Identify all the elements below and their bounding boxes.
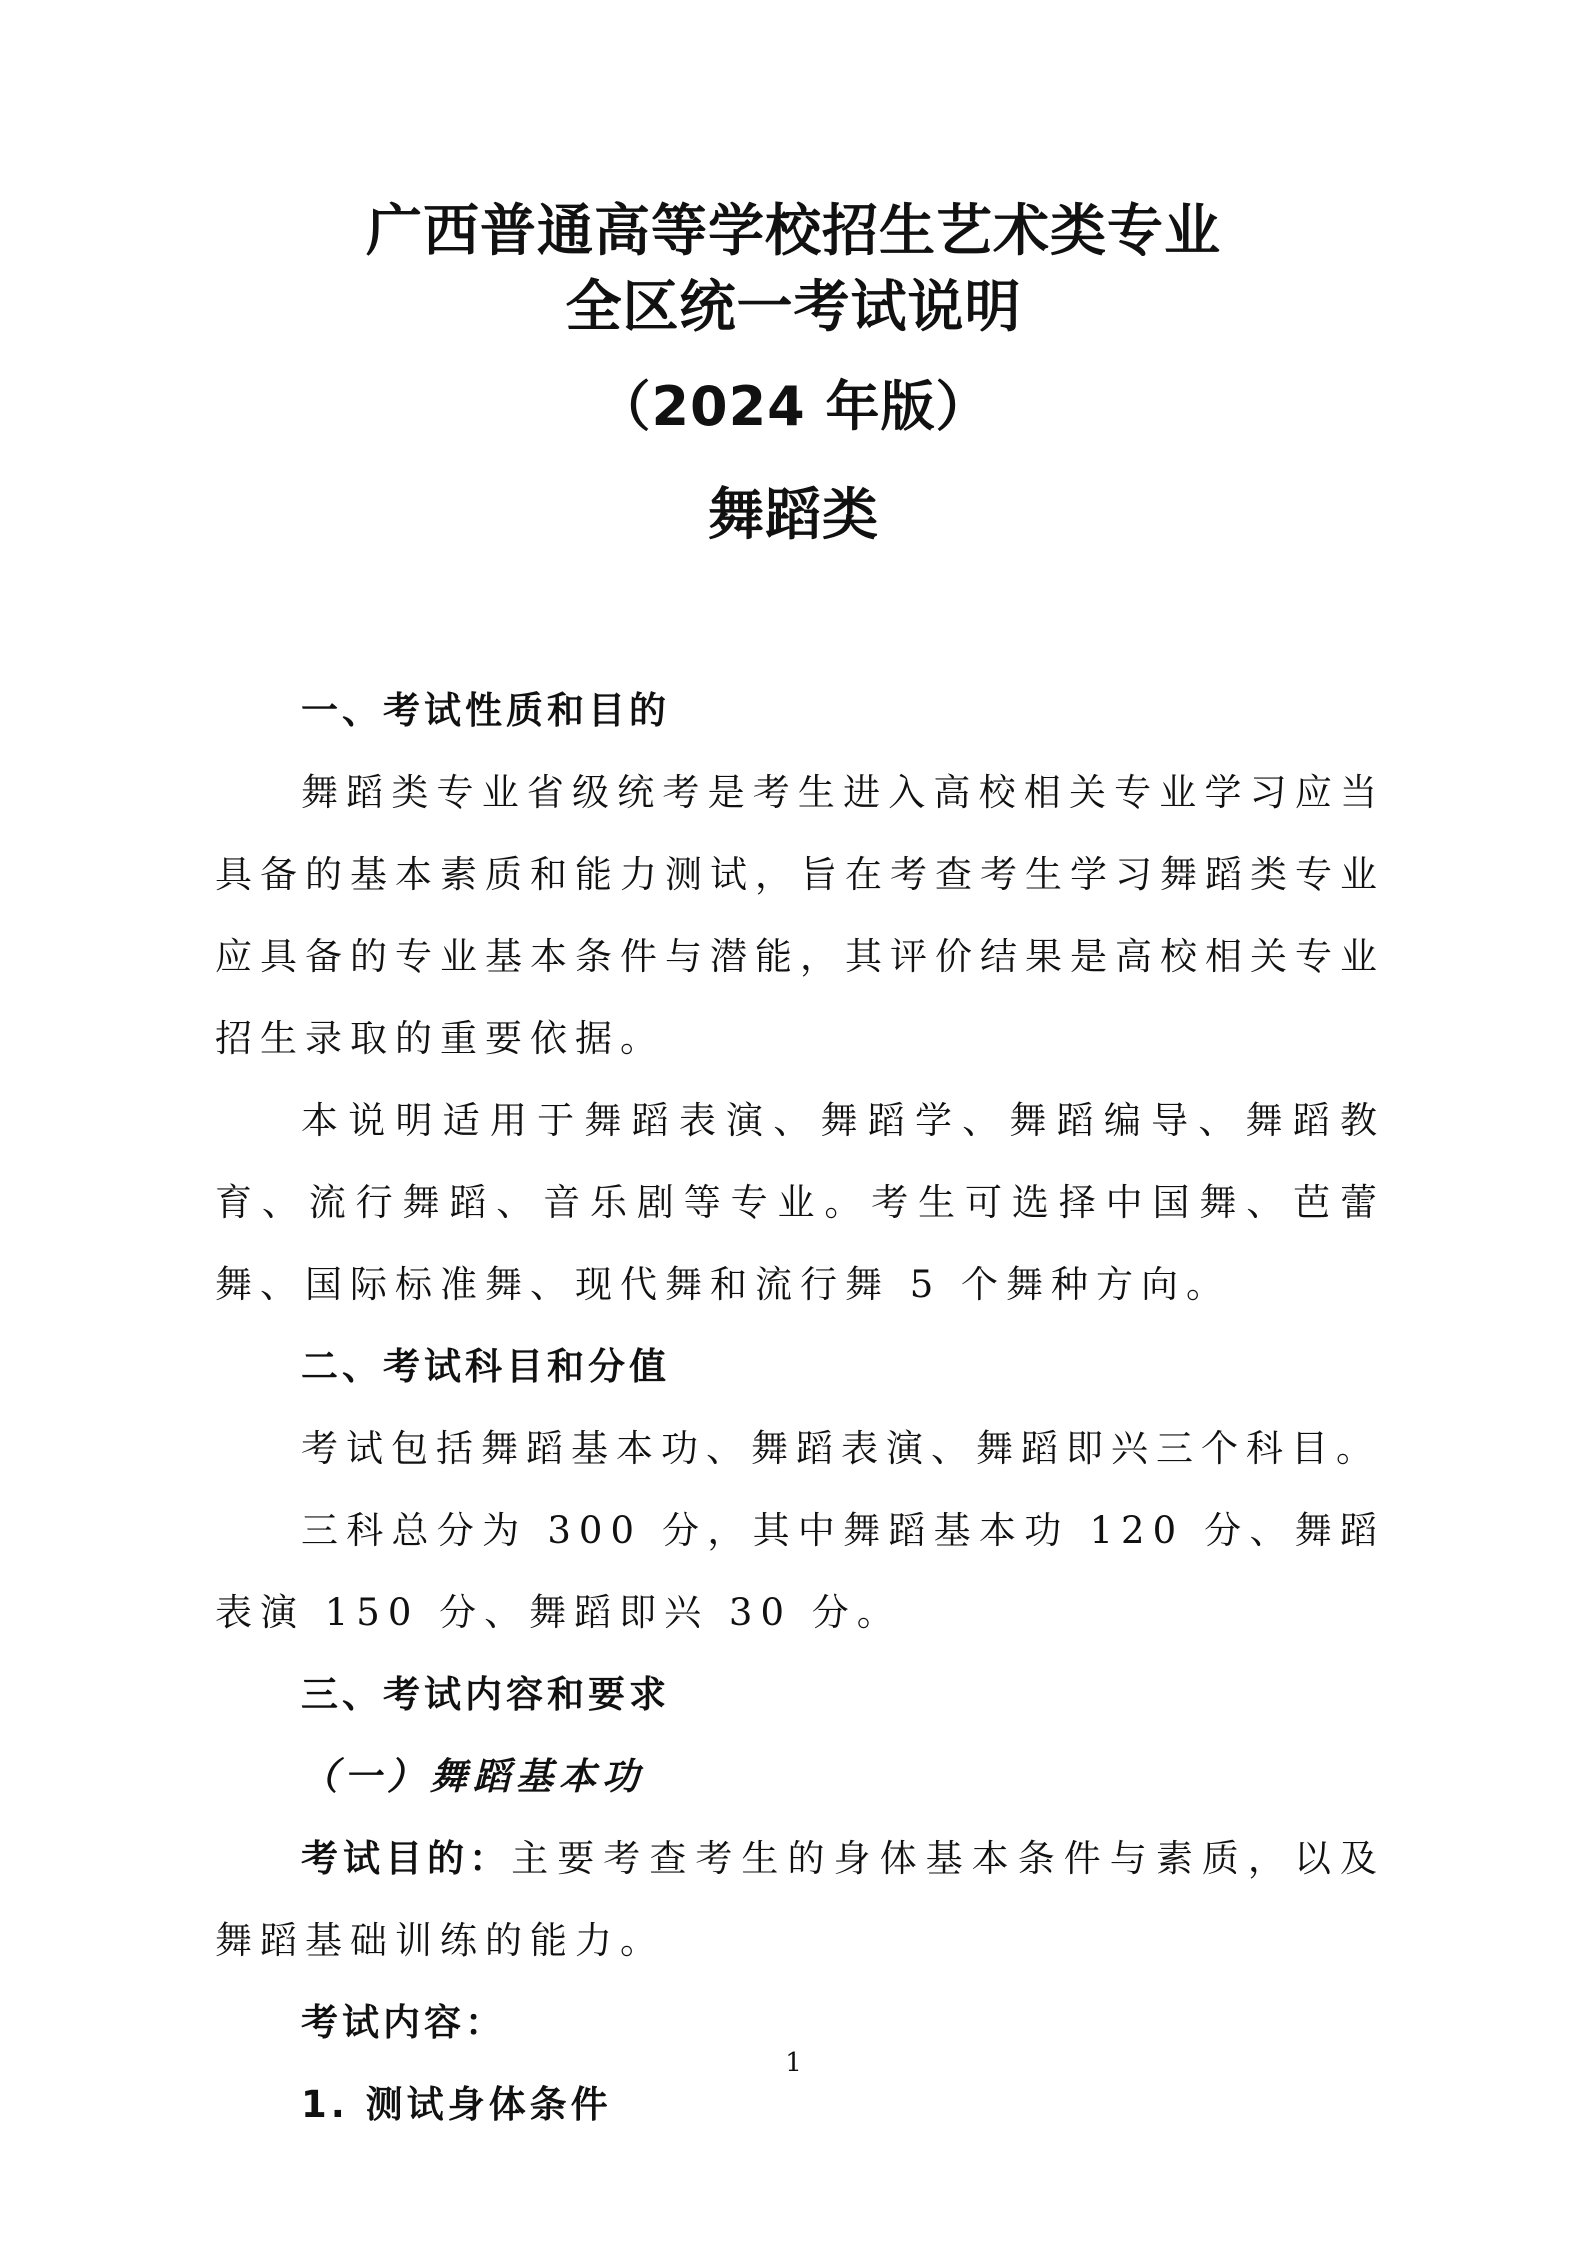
list-item: 1. 测试身体条件 <box>301 2083 612 2126</box>
purpose-text: 主要考查考生的身体基本条件与素质，以及舞蹈基础训练的能力。 <box>215 1837 1386 1962</box>
document-category: 舞蹈类 <box>708 483 879 548</box>
paragraph: 三科总分为 300 分，其中舞蹈基本功 120 分、舞蹈表演 150 分、舞蹈即兴 30 分。 <box>215 1509 1385 1634</box>
document-edition: （2024 年版） <box>596 375 991 438</box>
document-body <box>215 670 1385 2146</box>
paragraph: 本说明适用于舞蹈表演、舞蹈学、舞蹈编导、舞蹈教育、流行舞蹈、音乐剧等专业。考生可选择中国舞、芭蕾舞、国际标准舞、现代舞和流行舞 5 个舞种方向。 <box>215 1099 1385 1306</box>
content-label: 考试内容： <box>301 2001 506 2044</box>
section-heading-2: 二、考试科目和分值 <box>301 1345 670 1388</box>
paragraph: 舞蹈类专业省级统考是考生进入高校相关专业学习应当具备的基本素质和能力测试，旨在考查考生学习舞蹈类专业应具备的专业基本条件与潜能，其评价结果是高校相关专业招生录取的重要依据。 <box>215 771 1385 1060</box>
purpose-paragraph <box>215 1818 1385 1982</box>
paragraph: 考试包括舞蹈基本功、舞蹈表演、舞蹈即兴三个科目。 <box>301 1427 1381 1470</box>
section-heading-1: 一、考试性质和目的 <box>301 689 670 732</box>
document-title-line-2: 全区统一考试说明 <box>565 275 1022 340</box>
section-heading-3: 三、考试内容和要求 <box>301 1673 670 1716</box>
purpose-label: 考试目的： <box>301 1837 512 1880</box>
document-title-line-1: 广西普通高等学校招生艺术类专业 <box>366 199 1221 264</box>
subsection-heading: （一）舞蹈基本功 <box>301 1755 645 1798</box>
page-number: 1 <box>785 2048 802 2078</box>
